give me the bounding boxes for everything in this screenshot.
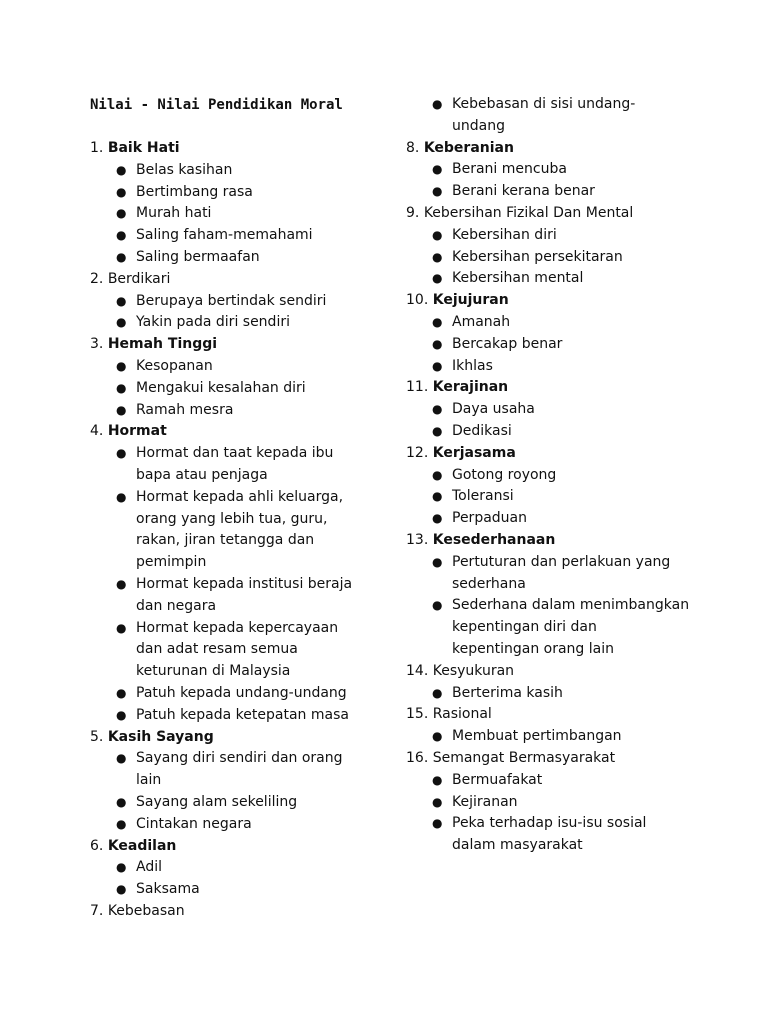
- list-item-text: Kebersihan persekitaran: [452, 248, 623, 265]
- list-item: [90, 312, 390, 334]
- section-heading: [90, 421, 390, 443]
- bullet-icon: ●: [116, 206, 127, 221]
- list-item: [406, 792, 696, 814]
- list-item: [406, 486, 696, 508]
- section-label: Baik Hati: [107, 140, 180, 156]
- section-heading: [90, 901, 390, 923]
- list-item-text: Hormat dan taat kepada ibu: [136, 445, 334, 462]
- list-item-text: Mengakui kesalahan diri: [136, 379, 306, 396]
- section-heading: [406, 704, 696, 726]
- list-item-text: Amanah: [452, 313, 511, 330]
- bullet-icon: ●: [116, 293, 127, 308]
- section-number: 15.: [406, 706, 429, 723]
- list-item: [406, 552, 696, 574]
- bullet-icon: ●: [432, 772, 443, 787]
- list-item-text: Adil: [136, 859, 162, 876]
- list-item: [90, 203, 390, 225]
- section-label: Keadilan: [107, 837, 177, 854]
- bullet-icon: ●: [116, 402, 127, 417]
- list-item: [90, 879, 390, 901]
- list-item: [90, 792, 390, 814]
- list-item-text: Daya usaha: [452, 401, 535, 418]
- list-item-text: Gotong royong: [452, 466, 557, 483]
- section-label: Hormat: [107, 423, 167, 440]
- list-item-text: Perpaduan: [452, 510, 527, 527]
- list-item-text: Ikhlas: [452, 357, 493, 374]
- bullet-icon: ●: [432, 467, 443, 482]
- bullet-icon: ●: [432, 162, 443, 177]
- section-heading: [406, 377, 696, 399]
- bullet-icon: ●: [116, 380, 127, 395]
- list-item: [406, 312, 696, 334]
- section-label: Kerjasama: [432, 444, 516, 461]
- list-item-text: Cintakan negara: [136, 815, 252, 832]
- section-number: 12.: [406, 444, 429, 461]
- section-number: 3.: [90, 336, 104, 353]
- list-item-text: Belas kasihan: [136, 161, 233, 178]
- list-item: [90, 356, 390, 378]
- list-item: [406, 421, 696, 443]
- bullet-icon: ●: [432, 794, 443, 809]
- list-item: [406, 356, 696, 378]
- bullet-icon: ●: [116, 576, 127, 591]
- right-column: [406, 94, 696, 857]
- section-label: Kebersihan Fizikal Dan Mental: [423, 204, 634, 221]
- list-item-text: Bercakap benar: [452, 335, 563, 352]
- section-number: 6.: [90, 837, 104, 854]
- section-label: Hemah Tinggi: [107, 336, 218, 353]
- section-label: Kesyukuran: [432, 662, 515, 679]
- section-number: 13.: [406, 531, 429, 548]
- section-number: 14.: [406, 662, 429, 679]
- list-item: [406, 159, 696, 181]
- list-item-text: Hormat kepada kepercayaan: [136, 619, 339, 636]
- section-heading: [406, 138, 696, 160]
- list-item: [406, 508, 696, 530]
- list-item: [90, 748, 390, 770]
- bullet-icon: ●: [116, 751, 127, 766]
- list-item-continuation: kepentingan orang lain: [452, 640, 614, 657]
- list-item-text: Kebersihan mental: [452, 270, 584, 287]
- list-item-text: Kebebasan di sisi undang-: [452, 96, 636, 112]
- list-item-text: Ramah mesra: [136, 401, 234, 418]
- list-item-text: Peka terhadap isu-isu sosial: [452, 815, 647, 832]
- list-item: [406, 813, 696, 835]
- bullet-icon: ●: [116, 184, 127, 199]
- section-number: 7.: [90, 902, 104, 919]
- list-item-text: Hormat kepada institusi beraja: [136, 575, 353, 592]
- bullet-icon: ●: [116, 358, 127, 373]
- list-item: [406, 683, 696, 705]
- bullet-icon: ●: [432, 97, 443, 111]
- bullet-icon: ●: [432, 729, 443, 744]
- list-item: [90, 225, 390, 247]
- list-item-text: Sayang alam sekeliling: [136, 793, 298, 810]
- bullet-icon: ●: [432, 685, 443, 700]
- bullet-icon: ●: [116, 816, 127, 831]
- list-item: [406, 726, 696, 748]
- list-item-continuation: bapa atau penjaga: [136, 466, 268, 483]
- section-number: 2.: [90, 270, 104, 287]
- list-item: [90, 705, 390, 727]
- list-item-text: Berupaya bertindak sendiri: [136, 292, 327, 309]
- list-item: [90, 182, 390, 204]
- section-heading: [90, 334, 390, 356]
- section-number: 10.: [406, 292, 429, 309]
- list-item: [406, 247, 696, 269]
- list-item-text: Berani kerana benar: [452, 183, 595, 200]
- list-item-text: Dedikasi: [452, 422, 512, 439]
- section-number: 8.: [406, 139, 420, 156]
- list-item: [90, 487, 390, 509]
- list-item: [90, 400, 390, 422]
- bullet-icon: ●: [432, 423, 443, 438]
- list-item-text: Berani mencuba: [452, 161, 567, 178]
- list-item-text: Sayang diri sendiri dan orang: [136, 750, 343, 767]
- right-list: [406, 94, 696, 857]
- list-item-continuation: lain: [136, 772, 162, 789]
- left-list: [90, 138, 390, 923]
- list-item-text: Bermuafakat: [452, 771, 543, 788]
- list-item: [406, 94, 696, 116]
- bullet-icon: ●: [116, 249, 127, 264]
- section-label: Berdikari: [107, 270, 171, 287]
- list-item: [406, 465, 696, 487]
- bullet-icon: ●: [116, 707, 127, 722]
- list-item-text: Saksama: [136, 881, 200, 898]
- section-label: Kebebasan: [107, 902, 185, 919]
- list-item: [406, 181, 696, 203]
- list-item: [90, 618, 390, 640]
- left-column: [90, 94, 390, 923]
- section-heading: [90, 836, 390, 858]
- section-heading: [90, 269, 390, 291]
- list-item: [90, 443, 390, 465]
- list-item-text: Hormat kepada ahli keluarga,: [136, 488, 344, 505]
- list-item-text: Kebersihan diri: [452, 226, 557, 243]
- list-item: [90, 574, 390, 596]
- list-item-text: Patuh kepada ketepatan masa: [136, 706, 349, 723]
- section-heading: [406, 443, 696, 465]
- list-item: [90, 378, 390, 400]
- list-item-continuation: sederhana: [452, 575, 526, 592]
- section-number: 11.: [406, 379, 429, 396]
- bullet-icon: ●: [432, 402, 443, 417]
- bullet-icon: ●: [432, 271, 443, 286]
- bullet-icon: ●: [432, 336, 443, 351]
- section-label: Kasih Sayang: [107, 728, 214, 745]
- bullet-icon: ●: [116, 446, 127, 461]
- bullet-icon: ●: [432, 816, 443, 831]
- list-item-continuation: undang: [452, 117, 505, 134]
- bullet-icon: ●: [116, 489, 127, 504]
- list-item-text: Berterima kasih: [452, 684, 563, 701]
- list-item: [406, 399, 696, 421]
- list-item: [406, 770, 696, 792]
- bullet-icon: ●: [116, 228, 127, 243]
- list-item-text: Kejiranan: [452, 793, 518, 810]
- section-number: 1.: [90, 140, 104, 156]
- page-title: Nilai - Nilai Pendidikan Moral: [90, 97, 343, 113]
- list-item: [90, 814, 390, 836]
- bullet-icon: ●: [432, 598, 443, 613]
- list-item: [90, 683, 390, 705]
- section-label: Semangat Bermasyarakat: [432, 749, 616, 766]
- list-item: [90, 247, 390, 269]
- section-number: 16.: [406, 749, 429, 766]
- bullet-icon: ●: [432, 554, 443, 569]
- list-item: [90, 160, 390, 182]
- list-item-continuation: kepentingan diri dan: [452, 619, 597, 636]
- bullet-icon: ●: [432, 489, 443, 504]
- list-item-continuation: dan adat resam semua: [136, 641, 298, 658]
- bullet-icon: ●: [116, 685, 127, 700]
- list-item-continuation: keturunan di Malaysia: [136, 663, 291, 680]
- bullet-icon: ●: [116, 620, 127, 635]
- list-item: [406, 268, 696, 290]
- list-item-continuation: pemimpin: [136, 554, 207, 571]
- list-item-text: Kesopanan: [136, 357, 213, 374]
- list-item-continuation: dalam masyarakat: [452, 837, 583, 854]
- bullet-icon: ●: [116, 794, 127, 809]
- list-item: [406, 334, 696, 356]
- list-item-text: Saling bermaafan: [136, 248, 260, 265]
- list-item-continuation: orang yang lebih tua, guru,: [136, 510, 328, 527]
- list-item-continuation: dan negara: [136, 597, 217, 614]
- list-item: [406, 595, 696, 617]
- section-heading: [90, 727, 390, 749]
- list-item-text: Saling faham-memahami: [136, 227, 313, 244]
- bullet-icon: ●: [432, 227, 443, 242]
- section-label: Rasional: [432, 706, 492, 723]
- list-item: [90, 291, 390, 313]
- section-heading: [406, 530, 696, 552]
- bullet-icon: ●: [432, 358, 443, 373]
- list-item-text: Murah hati: [136, 205, 212, 222]
- list-item-text: Pertuturan dan perlakuan yang: [452, 553, 671, 570]
- section-heading: [406, 290, 696, 312]
- section-heading: [90, 138, 390, 160]
- list-item-continuation: rakan, jiran tetangga dan: [136, 532, 315, 549]
- section-heading: [406, 748, 696, 770]
- list-item-text: Yakin pada diri sendiri: [136, 314, 290, 331]
- section-heading: [406, 661, 696, 683]
- bullet-icon: ●: [116, 315, 127, 330]
- bullet-icon: ●: [432, 511, 443, 526]
- section-number: 5.: [90, 728, 104, 745]
- section-number: 9.: [406, 204, 420, 221]
- section-label: Kejujuran: [432, 292, 509, 309]
- section-heading: [406, 203, 696, 225]
- section-label: Kesederhanaan: [432, 531, 556, 548]
- bullet-icon: ●: [432, 314, 443, 329]
- bullet-icon: ●: [432, 249, 443, 264]
- list-item: [406, 225, 696, 247]
- bullet-icon: ●: [116, 162, 127, 177]
- section-label: Keberanian: [423, 139, 514, 156]
- list-item-text: Patuh kepada undang-undang: [136, 684, 347, 701]
- list-item-text: Bertimbang rasa: [136, 183, 253, 200]
- section-number: 4.: [90, 423, 104, 440]
- list-item-text: Toleransi: [452, 488, 514, 505]
- bullet-icon: ●: [116, 882, 127, 897]
- list-item: [90, 857, 390, 879]
- list-item-text: Membuat pertimbangan: [452, 728, 622, 745]
- bullet-icon: ●: [116, 860, 127, 875]
- list-item-text: Sederhana dalam menimbangkan: [452, 597, 690, 614]
- section-label: Kerajinan: [432, 379, 509, 396]
- bullet-icon: ●: [432, 184, 443, 199]
